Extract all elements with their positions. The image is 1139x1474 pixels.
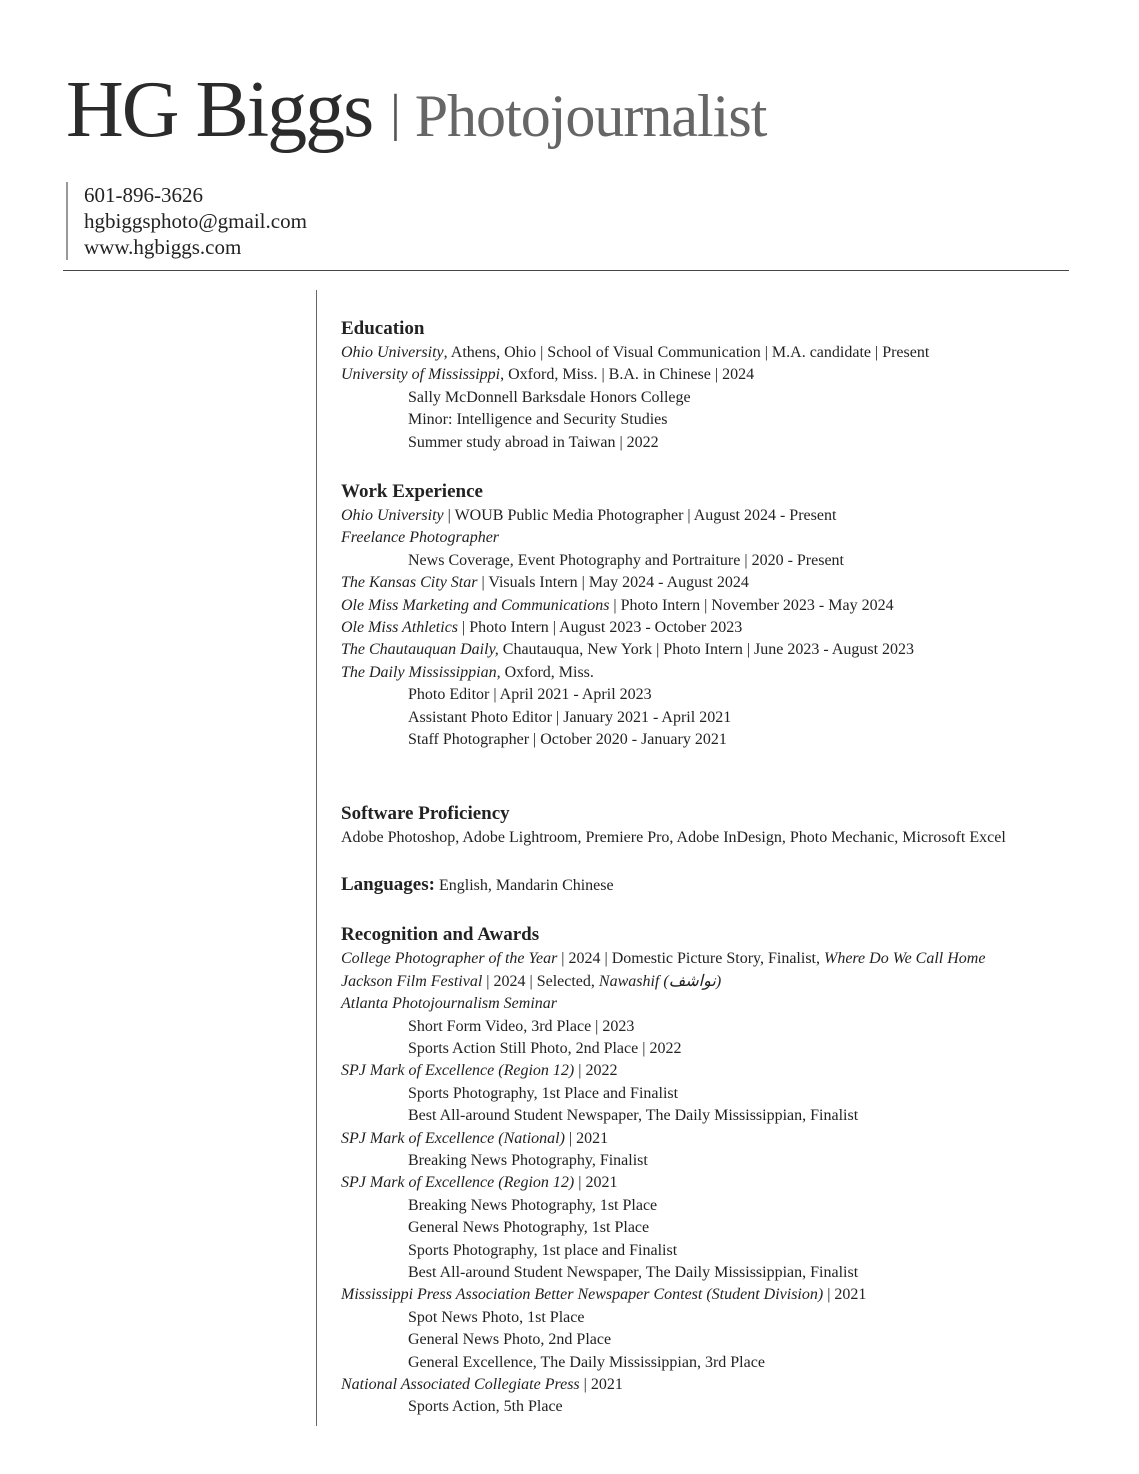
list-item	[341, 432, 1121, 454]
section-heading-software: Software Proficiency	[341, 802, 510, 824]
list-item	[341, 1396, 1121, 1418]
item-details: Sports Action Still Photo, 2nd Place | 2022	[408, 1039, 682, 1057]
languages-label: Languages:	[341, 873, 435, 895]
item-details: General News Photography, 1st Place	[408, 1219, 650, 1237]
item-details: | Visuals Intern | May 2024 - August 2024	[477, 574, 749, 592]
item-details: | Photo Intern | November 2023 - May 2024	[609, 596, 894, 614]
list-item	[341, 1262, 1121, 1284]
list-item	[341, 1105, 1121, 1127]
list-item	[341, 662, 1121, 684]
item-details: | 2024 | Domestic Picture Story, Finalist,	[557, 950, 824, 968]
software-list: Adobe Photoshop, Adobe Lightroom, Premiere Pro, Adobe InDesign, Photo Mechanic, Microsoft Excel	[341, 828, 1006, 846]
item-details: Sports Action, 5th Place	[408, 1398, 563, 1416]
item-details: Best All-around Student Newspaper, The Daily Mississippian, Finalist	[408, 1107, 859, 1125]
resume-content	[341, 316, 1121, 1444]
list-item	[341, 1307, 1121, 1329]
header-divider	[63, 270, 1069, 271]
work-list	[341, 505, 1121, 751]
list-item	[341, 1329, 1121, 1351]
item-details: | 2021	[579, 1376, 623, 1394]
languages-section	[341, 874, 1121, 897]
section-heading-work: Work Experience	[341, 481, 483, 503]
list-item	[341, 639, 1121, 661]
item-organization: SPJ Mark of Excellence (National)	[341, 1129, 565, 1147]
item-details: | 2024 | Selected,	[482, 972, 599, 990]
list-item	[341, 617, 1121, 639]
list-item	[341, 505, 1121, 527]
list-item	[341, 1374, 1121, 1396]
languages-line	[341, 874, 1121, 897]
item-details: | 2021	[823, 1286, 867, 1304]
item-details: Short Form Video, 3rd Place | 2023	[408, 1017, 635, 1035]
list-item	[341, 1172, 1121, 1194]
list-item	[341, 1195, 1121, 1217]
list-item	[341, 595, 1121, 617]
work-section	[341, 479, 1121, 751]
list-item	[341, 684, 1121, 706]
page-title	[66, 66, 767, 154]
list-item	[341, 387, 1121, 409]
awards-section	[341, 922, 1121, 1419]
item-organization: SPJ Mark of Excellence (Region 12)	[341, 1062, 575, 1080]
list-item	[341, 1038, 1121, 1060]
column-divider	[316, 290, 317, 1426]
item-details: News Coverage, Event Photography and Portraiture | 2020 - Present	[408, 551, 844, 569]
item-details: | 2022	[574, 1062, 618, 1080]
item-details: Summer study abroad in Taiwan | 2022	[408, 433, 659, 451]
item-details: Oxford, Miss.	[500, 663, 594, 681]
education-section	[341, 316, 1121, 454]
item-organization: University of Mississippi	[341, 366, 501, 384]
item-details: Sally McDonnell Barksdale Honors College	[408, 388, 691, 406]
role-text: Photojournalist	[414, 83, 767, 149]
list-item	[341, 1128, 1121, 1150]
list-item	[341, 364, 1121, 386]
list-item	[341, 1352, 1121, 1374]
list-item	[341, 971, 1121, 993]
list-item	[341, 527, 1121, 549]
item-details: | Photo Intern | August 2023 - October 2023	[458, 619, 743, 637]
item-organization: The Kansas City Star	[341, 574, 478, 592]
list-item	[341, 1083, 1121, 1105]
item-details: Breaking News Photography, Finalist	[408, 1151, 648, 1169]
item-details: , Oxford, Miss. | B.A. in Chinese | 2024	[500, 366, 755, 384]
list-item	[341, 409, 1121, 431]
item-work-title: Nawashif (نواشف)	[598, 972, 722, 990]
item-details: Best All-around Student Newspaper, The Daily Mississippian, Finalist	[408, 1264, 859, 1281]
item-organization: The Chautauquan Daily,	[341, 641, 499, 659]
item-details: Breaking News Photography, 1st Place	[408, 1196, 658, 1214]
item-organization: Ohio University	[341, 507, 444, 525]
item-organization: The Daily Mississippian,	[341, 663, 501, 681]
item-details: Photo Editor | April 2021 - April 2023	[408, 686, 652, 704]
item-organization: Ohio University	[341, 344, 444, 361]
list-item	[341, 1016, 1121, 1038]
list-item	[341, 1060, 1121, 1082]
title-separator: |	[390, 85, 401, 142]
item-organization: College Photographer of the Year	[341, 950, 558, 968]
item-work-title: Where Do We Call Home	[823, 950, 986, 968]
item-organization: National Associated Collegiate Press	[341, 1376, 580, 1394]
list-item	[341, 572, 1121, 594]
languages-text: English, Mandarin Chinese	[434, 876, 614, 894]
list-item	[341, 1217, 1121, 1239]
contact-block	[66, 182, 307, 260]
item-details: Chautauqua, New York | Photo Intern | June 2023 - August 2023	[498, 641, 915, 659]
item-details: Spot News Photo, 1st Place	[408, 1308, 585, 1326]
website-url: www.hgbiggs.com	[84, 235, 242, 259]
item-details: General Excellence, The Daily Mississippian, 3rd Place	[408, 1353, 765, 1371]
item-details: | 2021	[564, 1129, 609, 1147]
item-organization: Ole Miss Athletics	[341, 619, 459, 637]
name-text: HG Biggs	[66, 66, 373, 154]
section-heading-education: Education	[341, 318, 425, 339]
item-organization: Freelance Photographer	[341, 529, 500, 547]
phone-number: 601-896-3626	[84, 183, 203, 207]
list-item	[341, 1150, 1121, 1172]
item-details: Staff Photographer | October 2020 - January 2021	[408, 731, 727, 749]
email-address: hgbiggsphoto@gmail.com	[84, 209, 307, 233]
education-list	[341, 342, 1121, 454]
item-details: Minor: Intelligence and Security Studies	[408, 411, 668, 429]
list-item	[341, 993, 1121, 1015]
item-details: Assistant Photo Editor | January 2021 - April 2021	[408, 708, 732, 726]
item-details: Sports Photography, 1st place and Finalist	[408, 1241, 678, 1259]
item-organization: Ole Miss Marketing and Communications	[341, 596, 610, 614]
list-item	[341, 1284, 1121, 1306]
item-organization: Jackson Film Festival	[341, 972, 483, 990]
section-heading-awards: Recognition and Awards	[341, 924, 540, 946]
item-details: | WOUB Public Media Photographer | August 2024 - Present	[443, 507, 837, 525]
item-details: Sports Photography, 1st Place and Finalist	[408, 1084, 679, 1102]
list-item	[341, 729, 1121, 751]
item-organization: SPJ Mark of Excellence (Region 12)	[341, 1174, 575, 1192]
list-item	[341, 342, 1121, 364]
list-item	[341, 948, 1121, 970]
list-item	[341, 550, 1121, 572]
item-details: | 2021	[574, 1174, 618, 1192]
item-details: General News Photo, 2nd Place	[408, 1331, 612, 1349]
list-item	[341, 1240, 1121, 1262]
item-organization: Atlanta Photojournalism Seminar	[341, 995, 557, 1013]
item-organization: Mississippi Press Association Better Newspaper Contest (Student Division)	[341, 1286, 824, 1304]
software-section	[341, 801, 1121, 849]
awards-list	[341, 948, 1121, 1419]
item-details: , Athens, Ohio | School of Visual Communication | M.A. candidate | Present	[443, 344, 930, 361]
list-item	[341, 707, 1121, 729]
